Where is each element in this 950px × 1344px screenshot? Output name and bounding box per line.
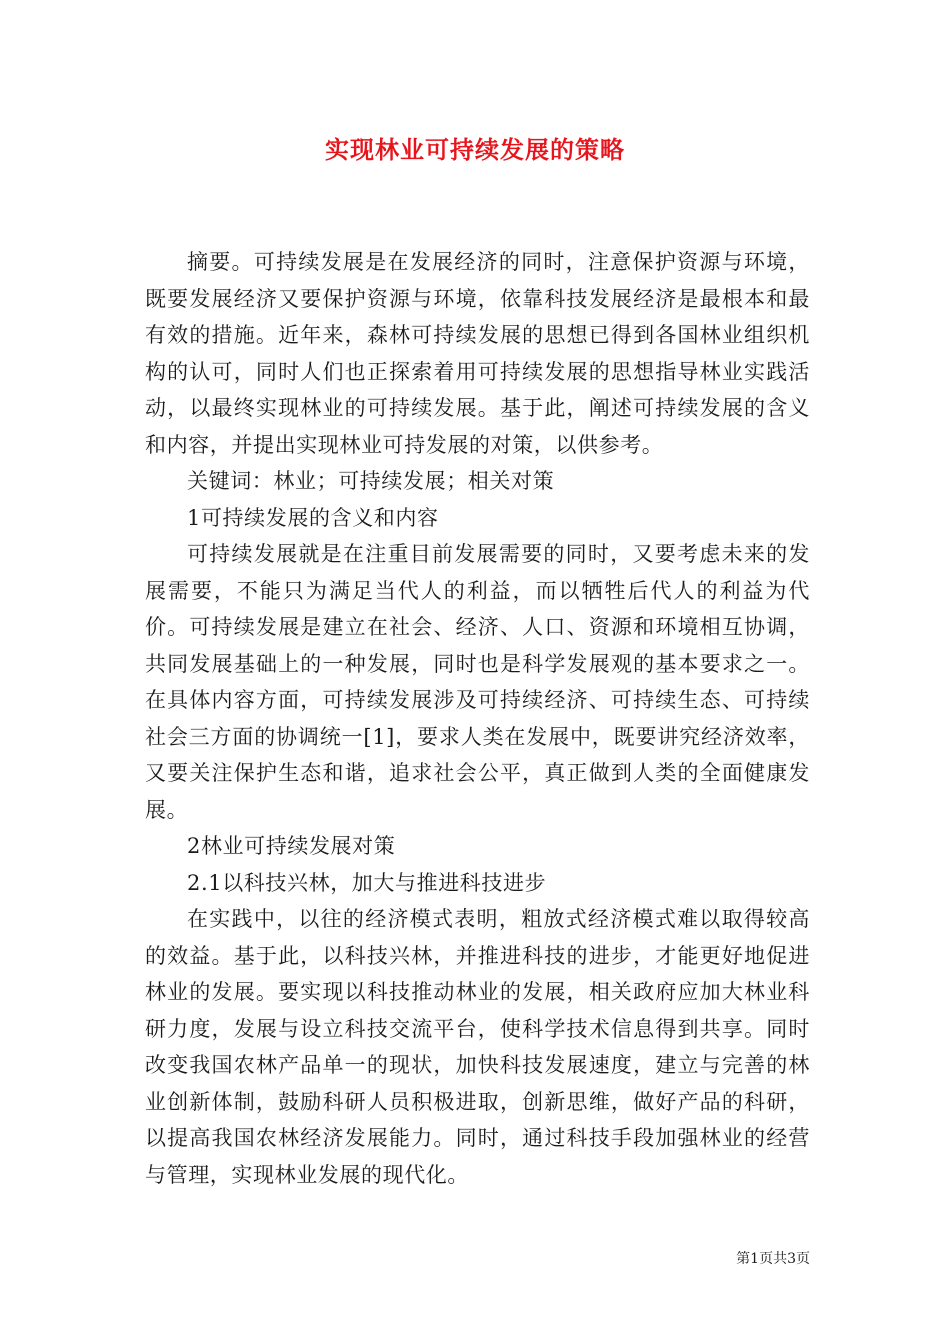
section-2-1-paragraph: 在实践中，以往的经济模式表明，粗放式经济模式难以取得较高的效益。基于此，以科技兴林，并推进科技的进步，才能更好地促进林业的发展。要实现以科技推动林业的发展，相关政府应加大林业科研力度，发展与设立科技交流平台，使科学技术信息得到共享。同时改变我国农林产品单一的现状，加快科技发展速度，建立与完善的林业创新体制，鼓励科研人员积极进取，创新思维，做好产品的科研，以提高我国农林经济发展能力。同时，通过科技手段加强林业的经营与管理，实现林业发展的现代化。 <box>145 907 810 1187</box>
document-body <box>145 244 810 1193</box>
page-number-footer: 第1页共3页 <box>736 1251 810 1267</box>
section-1-heading: 1可持续发展的含义和内容 <box>187 505 439 530</box>
abstract-paragraph: 摘要。可持续发展是在发展经济的同时，注意保护资源与环境，既要发展经济又要保护资源与环境，依靠科技发展经济是最根本和最有效的措施。近年来，森林可持续发展的思想已得到各国林业组织机构的认可，同时人们也正探索着用可持续发展的思想指导林业实践活动，以最终实现林业的可持续发展。基于此，阐述可持续发展的含义和内容，并提出实现林业可持发展的对策，以供参考。 <box>145 250 810 457</box>
keywords-line: 关键词：林业；可持续发展；相关对策 <box>187 469 555 493</box>
section-2-heading: 2林业可持续发展对策 <box>187 834 396 858</box>
document-title: 实现林业可持续发展的策略 <box>325 135 625 164</box>
section-1-paragraph: 可持续发展就是在注重目前发展需要的同时，又要考虑未来的发展需要，不能只为满足当代人的利益，而以牺牲后代人的利益为代价。可持续发展是建立在社会、经济、人口、资源和环境相互协调，共同发展基础上的一种发展，同时也是科学发展观的基本要求之一。在具体内容方面，可持续发展涉及可持续经济、可持续生态、可持续社会三方面的协调统一[1]，要求人类在发展中，既要讲究经济效率，又要关注保护生态和谐，追求社会公平，真正做到人类的全面健康发展。 <box>145 542 810 822</box>
section-2-1-heading: 2.1以科技兴林，加大与推进科技进步 <box>187 870 547 895</box>
